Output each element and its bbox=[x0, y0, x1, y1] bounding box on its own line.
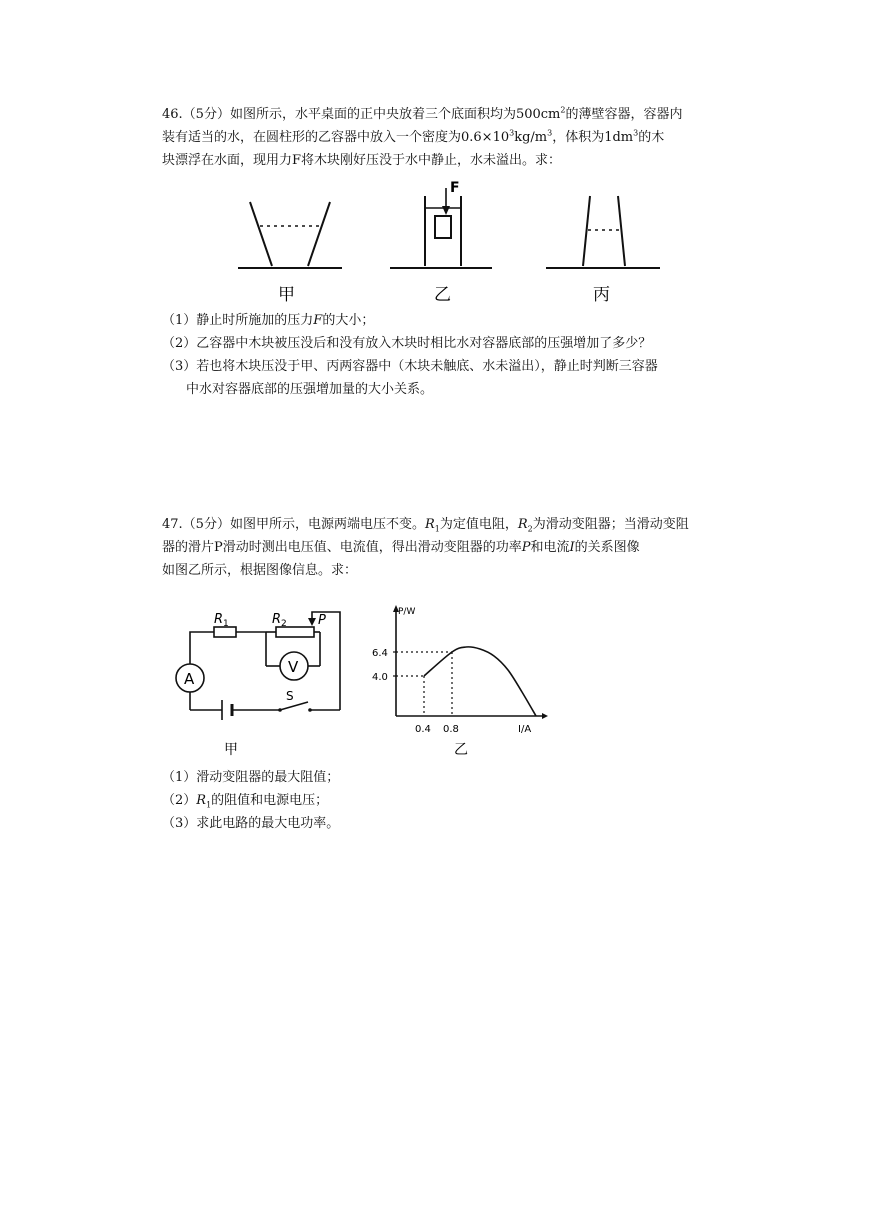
x-tick-label-1: 0.8 bbox=[443, 724, 459, 735]
q46-line-1: 46.（5分）如图所示，水平桌面的正中央放着三个底面积均为$500cm^2$的薄壁容器，容器内 bbox=[162, 105, 683, 122]
q47-line-2: 器的滑片P滑动时测出电压值、电流值，得出滑动变阻器的功率P和电流I的关系图像 bbox=[162, 540, 640, 555]
y-axis-label: P/W bbox=[398, 607, 416, 617]
switch-label: S bbox=[286, 689, 294, 703]
question-46 bbox=[162, 103, 742, 172]
q46-containers-figure bbox=[230, 178, 670, 308]
container-jia bbox=[238, 202, 342, 268]
q47-line-1: 47.（5分）如图甲所示，电源两端电压不变。$R_1$为定值电阻，$R_2$为滑动变阻器；当滑动变阻 bbox=[162, 517, 689, 534]
y-tick-label-0: 4.0 bbox=[372, 672, 388, 683]
q46-sub-2: （2）乙容器中木块被压没后和没有放入木块时相比水对容器底部的压强增加了多少？ bbox=[162, 336, 652, 351]
q46-sub-1: （1）静止时所施加的压力F的大小； bbox=[162, 313, 375, 328]
slider-p-arrow bbox=[308, 618, 316, 626]
q46-sub-3-line-2: 中水对容器底部的压强增加量的大小关系。 bbox=[186, 382, 434, 397]
force-label: F bbox=[450, 180, 460, 196]
q47-subquestions bbox=[162, 766, 742, 835]
q46-sub-3-line-1: （3）若也将木块压没于甲、丙两容器中（木块未触底、水未溢出），静止时判断三容器 bbox=[162, 359, 658, 374]
label-jia: 甲 bbox=[278, 285, 295, 305]
ammeter-label: A bbox=[184, 670, 195, 688]
q46-line-3: 块漂浮在水面，现用力F将木块刚好压没于水中静止，水未溢出。求： bbox=[162, 153, 562, 168]
container-yi bbox=[390, 188, 492, 268]
label-bing: 丙 bbox=[593, 285, 610, 305]
power-curve bbox=[424, 647, 536, 716]
y-tick-label-1: 6.4 bbox=[372, 648, 388, 659]
label-yi: 乙 bbox=[434, 285, 451, 305]
q47-sub-1: （1）滑动变阻器的最大阻值； bbox=[162, 770, 340, 785]
q47-sub-3: （3）求此电路的最大电功率。 bbox=[162, 816, 340, 831]
x-axis-label: I/A bbox=[518, 724, 532, 735]
x-tick-label-0: 0.4 bbox=[415, 724, 431, 735]
r1-label: $R_1$ bbox=[214, 612, 229, 629]
r2-label: $R_2$ bbox=[272, 612, 287, 629]
x-axis-arrow bbox=[542, 713, 548, 719]
question-47 bbox=[162, 513, 742, 582]
circuit-caption: 甲 bbox=[224, 742, 238, 758]
q47-power-chart bbox=[370, 604, 550, 764]
q46-subquestions bbox=[162, 309, 742, 401]
p-label: P bbox=[318, 613, 326, 628]
chart-caption: 乙 bbox=[454, 742, 468, 758]
voltmeter-label: V bbox=[288, 658, 299, 676]
q47-sub-2: $(2)R_1$的阻值和电源电压； bbox=[162, 793, 329, 810]
q47-circuit-diagram bbox=[168, 604, 358, 764]
switch-icon bbox=[280, 702, 308, 710]
wood-block bbox=[435, 216, 451, 238]
q47-line-3: 如图乙所示，根据图像信息。求： bbox=[162, 563, 358, 578]
q46-line-2: 装有适当的水，在圆柱形的乙容器中放入一个密度为$0.6\times 10^3kg/m^3$，体积为$1dm^3$的木 bbox=[162, 128, 665, 145]
container-bing bbox=[546, 196, 660, 268]
